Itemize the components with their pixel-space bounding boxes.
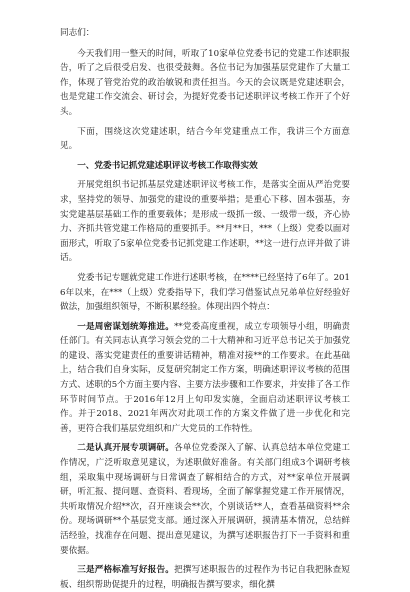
point-1-body: **党委高度重视，成立专项领导小组，明确责任部门。有关同志认真学习领会党的二十大精神和习近平总书记关于加强党的建设、落实党建责任的重要讲话精神，精准对接**的工作要求。在此基础上，结合我们自身实际，反复研究制定工作方案，明确述职评议考核的范围方式、述职的5个方面主要内容、主要方法步骤和工作要求，并安排了各工作环节时间节点。于2016年12月上旬印发实施，全面启动述职评议考核工作。并于2018、2021年两次对此项工作的方案文件做了进一步优化和完善，更符合我们基层党组织和广大党员的工作特性。	[60, 321, 350, 434]
point-2-body: 各单位党委深入了解、认真总结本单位党建工作情况，广泛听取意见建议，为述职做好准备。有关部门组成3个调研考核组，采取集中现场调研与日常调查了解相结合的方式，对**家单位开展调研，听汇报、提问题、查资料、看现场，全面了解掌握党建工作开展情况，共听取情况介绍**次，召开座谈会**次，个别谈话**人，查看基础资料**余份。现场调研**个基层党支部。通过深入开展调研，摸清基本情况，总结鲜活经验，找准存在问题、提出意见建议，为撰写述职报告打下一手资料和重要依据。	[60, 443, 350, 556]
section-heading-1: 一、党委书记抓党建述职评议考核工作取得实效	[77, 160, 258, 171]
paragraph-point-1	[60, 320, 350, 437]
point-3-lead: 三是严格标准写好报告。	[77, 565, 175, 576]
paragraph-intro: 今天我们用一整天的时间，听取了10家单位党委书记的党建工作述职报告，听了之后很受启发、也很受鼓舞。各位书记为加强基层党建作了大量工作，体现了管党治党的政治敏锐和责任担当。今天的会议既是党建述职会，也是党建工作交流会、研讨会，为提好党委书记述职评议考核工作开了个好头。	[60, 48, 350, 117]
paragraph-outline: 下面，围绕这次党建述职，结合今年党建重点工作，我讲三个方面意见。	[60, 126, 350, 152]
paragraph-history: 党委书记专题就党建工作进行述职考核，在****已经坚持了6年了。2016年以来，在***（上级）党委指导下，我们学习借鉴试点兄弟单位好经验好做法，加强组织领导，不断积累经验。体现出四个特点：	[60, 272, 350, 313]
point-2-lead: 二是认真开展专项调研。	[77, 443, 175, 454]
paragraph-point-2	[60, 441, 350, 558]
point-3-body: 把撰写述职报告的过程作为书记自我把脉查短板、组织帮助促提升的过程，明确报告撰写要求，细化撰	[60, 565, 350, 590]
paragraph-significance: 开展党组织书记抓基层党建述职评议考核工作，是落实全面从严治党要求，坚持党的领导、加强党的建设的重要举措；是重心下移、固本强基，夯实党建基层基础工作的重要载体；是形成一级抓一级、一级带一级，齐心协力、齐抓共管党建工作格局的重要抓手。**月**日，***（上级）党委以面对面形式，听取了5家单位党委书记抓党建工作述职，**这一进行点评并做了讲话。	[60, 180, 350, 264]
paragraph-point-3	[60, 563, 350, 592]
point-1-lead: 一是周密谋划统筹推进。	[77, 321, 175, 332]
greeting: 同志们：	[60, 28, 95, 38]
